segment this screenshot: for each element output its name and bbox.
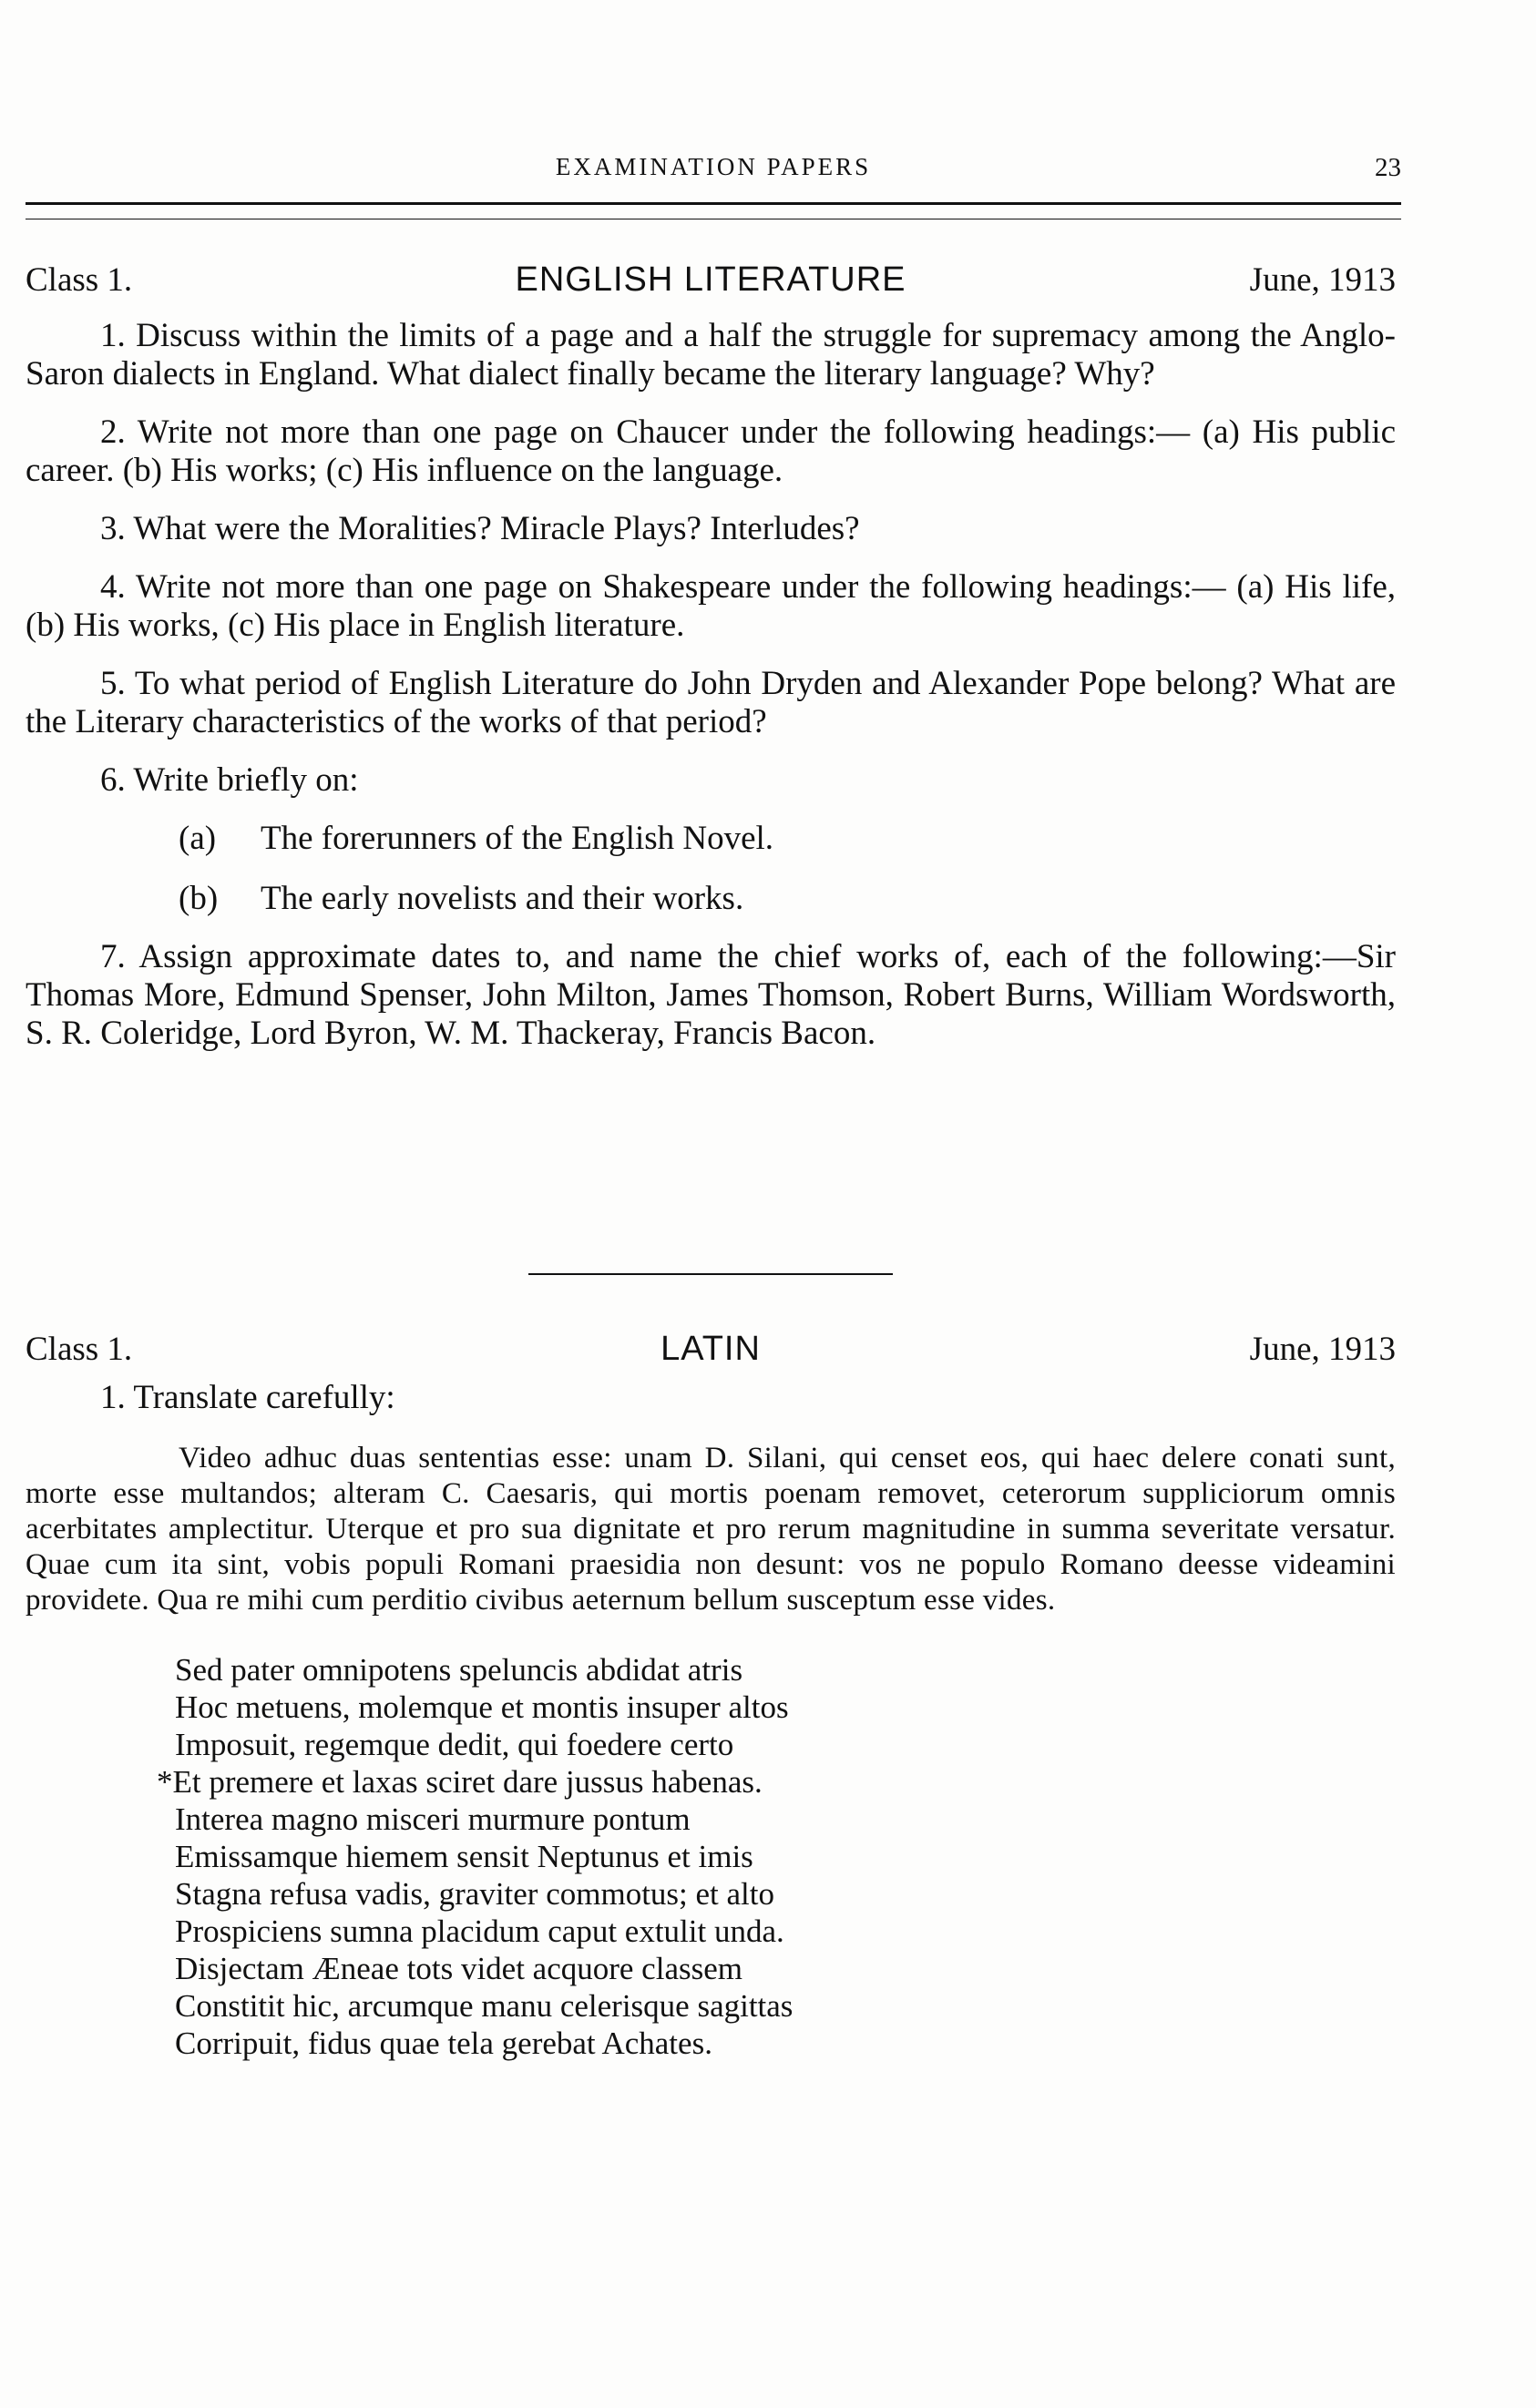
section-heading [26,260,1396,304]
subitem-a [26,820,1396,858]
english-literature-section [26,260,1396,1053]
question-5: 5. To what period of English Literature do John Dryden and Alexander Pope belong? What are the Literary characteristics of the works of that period? [26,665,1396,740]
verse-line: Imposuit, regemque dedit, qui foedere certo [175,1727,734,1762]
verse-line: Hoc metuens, molemque et montis insuper altos [175,1689,789,1725]
verse-line: Emissamque hiemem sensit Neptunus et imis [175,1839,753,1874]
question-7: 7. Assign approximate dates to, and name the chief works of, each of the following:—Sir Thomas More, Edmund Spenser, John Milton, James Thomson, Robert Burns, William Wordsworth, S. R. Coleridge, Lord Byron, W. M. Thackeray, Francis Bacon. [26,938,1396,1052]
question-3: 3. What were the Moralities? Miracle Plays? Interludes? [100,510,860,547]
exam-date: June, 1913 [1249,261,1396,299]
subject-title: LATIN [660,1330,761,1368]
verse-line: Interea magno misceri murmure pontum [175,1801,691,1837]
question-2: 2. Write not more than one page on Chaucer under the following headings:— (a) His public career. (b) His works; (c) His influence on the language. [26,413,1396,489]
section-divider [528,1273,893,1275]
subitem-text: The forerunners of the English Novel. [261,820,774,857]
verse-line: Constitit hic, arcumque manu celerisque sagittas [175,1988,794,2024]
running-head [26,153,1401,189]
latin-section [26,1330,1396,2062]
subitem-text: The early novelists and their works. [261,880,744,917]
exam-date: June, 1913 [1249,1331,1396,1368]
question-1: 1. Discuss within the limits of a page and a half the struggle for supremacy among the Anglo-Saron dialects in England. What dialect finally became the literary language? Why? [26,317,1396,393]
translation-instruction: 1. Translate carefully: [100,1379,395,1416]
verse-line: Disjectam Æneae tots videt acquore classem [175,1951,742,1986]
subitem-letter: (b) [179,880,219,917]
verse-line: Stagna refusa vadis, graviter commotus; et alto [175,1876,775,1912]
verse-line: Sed pater omnipotens speluncis abdidat atris [175,1652,743,1688]
subitem-letter: (a) [179,820,217,857]
running-title: EXAMINATION PAPERS [555,153,872,180]
header-rule-top [26,202,1401,205]
question-4: 4. Write not more than one page on Shakespeare under the following headings:— (a) His life, (b) His works, (c) His place in English literature. [26,568,1396,644]
verse-line: *Et premere et laxas sciret dare jussus habenas. [157,1764,763,1800]
subject-title: ENGLISH LITERATURE [515,260,906,299]
section-heading [26,1330,1396,1373]
latin-prose-passage: Video adhuc duas sententias esse: unam D. Silani, qui censet eos, qui haec delere conati sunt, morte esse multandos; alteram C. Caesaris, qui mortis poenam removet, ceterorum suppliciorum omnis acerbitates amplectitur. Uterque et pro sua dignitate et pro rerum magnitudine in summa severitate versatur. Quae cum ita sint, vobis populi Romani praesidia non desunt: vos ne populo Romano deesse videamini providete. Qua re mihi cum perditio civibus aeternum bellum susceptum esse vides. [26,1442,1396,1617]
question-6: 6. Write briefly on: [100,761,359,799]
latin-verse-passage [26,1651,1396,2062]
verse-line: Prospiciens sumna placidum caput extulit unda. [175,1913,784,1949]
page-number: 23 [1375,153,1401,182]
subitem-b [26,880,1396,918]
class-label: Class 1. [26,261,133,299]
verse-line: Corripuit, fidus quae tela gerebat Achates. [175,2025,712,2061]
class-label: Class 1. [26,1331,133,1368]
